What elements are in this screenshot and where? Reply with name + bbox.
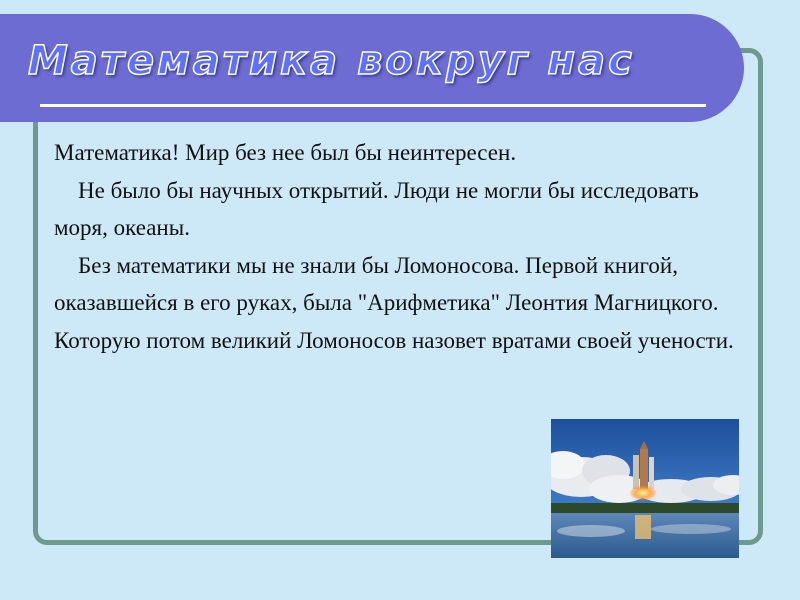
title-underline [40,104,706,107]
paragraph-3: Без математики мы не знали бы Ломоносова. Первой книгой, оказавшейся в его руках, была "Арифметика" Леонтия Магницкого. Которую потом великий Ломоносов назовет вратами своей учености. [54,252,734,353]
shuttle-launch-image [551,419,739,558]
paragraph-2: Не было бы научных открытий. Люди не могли бы исследовать моря, океаны. [54,177,699,240]
body-text [54,134,734,359]
shuttle-launch-photo [551,419,739,558]
paragraph-1: Математика! Мир без нее был бы неинтересен. [54,140,517,165]
slide-title: Математика вокруг нас [28,38,635,84]
